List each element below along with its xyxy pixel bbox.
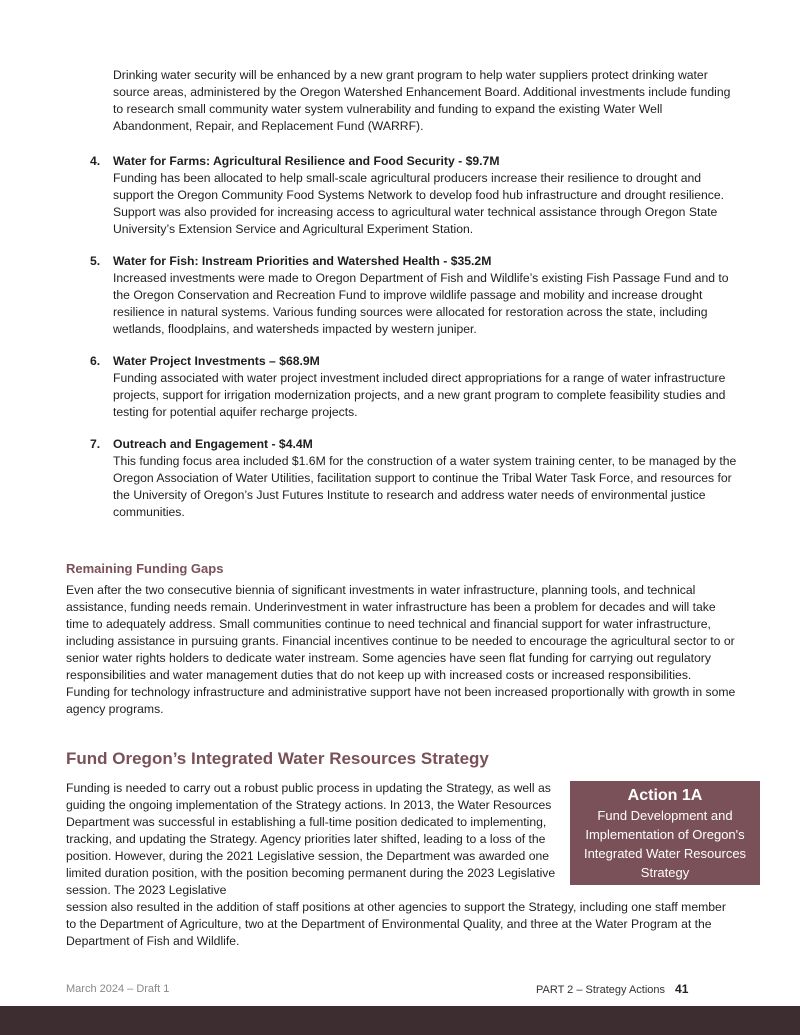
fund-strategy-body-continued: session also resulted in the addition of staff positions at other agencies to support the Strategy, including one staff member to the Department of Agriculture, two at the Department of Environmental Quality, and three at the Water Program at the Department of Fish and Wildlife. — [66, 900, 726, 948]
list-item-title: Water for Fish: Instream Priorities and Watershed Health - $35.2M — [113, 254, 492, 268]
list-item-body: Funding associated with water project investment included direct appropriations for a range of water infrastructure projects, support for irrigation modernization projects, and a new grant program to complete feasibility studies and testing for potential aquifer recharge projects. — [113, 371, 726, 419]
list-item-title: Outreach and Engagement - $4.4M — [113, 437, 313, 451]
list-item-number: 5. — [90, 254, 101, 268]
list-item — [90, 153, 740, 238]
action-callout-title: Action 1A — [627, 787, 703, 804]
list-item-number: 6. — [90, 354, 101, 368]
footer-date: March 2024 – Draft 1 — [66, 983, 170, 995]
list-item-body: Funding has been allocated to help small-scale agricultural producers increase their resilience to drought and support the Oregon Community Food Systems Network to develop food hub infrastructure and drought resilience. Support was also provided for increasing access to agricultural water technical assistance through Oregon State University’s Extension Service and Agricultural Experiment Station. — [113, 171, 725, 236]
footer-part — [536, 982, 688, 996]
fund-strategy-body-wrapped: Funding is needed to carry out a robust public process in updating the Strategy, as well as guiding the ongoing implementation of the Strategy actions. In 2013, the Water Resources Department was successful in establishing a full-time position dedicated to implementing, tracking, and updating the Strategy. Agency priorities later shifted, leading to a loss of the position. However, during the 2021 Legislative session, the Department was awarded one limited duration position, with the position becoming permanent during the 2023 Legislative session. The 2023 Legislative — [66, 781, 556, 897]
list-item — [90, 253, 740, 338]
intro-paragraph: Drinking water security will be enhanced by a new grant program to help water suppliers protect drinking water source areas, administered by the Oregon Watershed Enhancement Board. Additional investments include funding to research small community water system vulnerability and funding to expand the existing Water Well Abandonment, Repair, and Replacement Fund (WARRF). — [113, 68, 731, 133]
list-item-body: Increased investments were made to Oregon Department of Fish and Wildlife’s existing Fish Passage Fund and to the Oregon Conservation and Recreation Fund to improve wildlife passage and mobility and increase drought resilience in natural systems. Various funding sources were allocated for restoration across the state, including wetlands, floodplains, and watersheds impacted by western juniper. — [113, 271, 729, 336]
list-item-title: Water for Farms: Agricultural Resilience and Food Security - $9.7M — [113, 154, 500, 168]
remaining-funding-gaps-body: Even after the two consecutive biennia of significant investments in water infrastructure, planning tools, and technical assistance, funding needs remain. Underinvestment in water infrastructure has been a problem for decades and will take time to adequately address. Small communities continue to need technical and financial support for water infrastructure, including assistance in pursuing grants. Financial incentives continue to be needed to encourage the agricultural sector to or senior water rights holders to dedicate water instream. Some agencies have seen flat funding for carrying out regulatory responsibilities and water management duties that do not keep up with increased costs or increased responsibilities. Funding for technology infrastructure and administrative support have not been increased proportionally with growth in some agency programs. — [66, 583, 736, 716]
fund-strategy-heading: Fund Oregon’s Integrated Water Resources Strategy — [66, 749, 489, 768]
list-item-number: 7. — [90, 437, 101, 451]
list-item-title: Water Project Investments – $68.9M — [113, 354, 320, 368]
list-item — [90, 353, 740, 421]
list-item-number: 4. — [90, 154, 101, 168]
action-callout-box — [570, 781, 760, 885]
list-item-body: This funding focus area included $1.6M for the construction of a water system training center, to be managed by the Oregon Association of Water Utilities, facilitation support to continue the Tribal Water Task Force, and resources for the University of Oregon’s Just Futures Institute to research and address water needs of environmental justice communities. — [113, 454, 737, 519]
list-item — [90, 436, 740, 521]
page-number: 41 — [675, 982, 689, 996]
action-callout-subtitle: Fund Development and Implementation of Oregon's Integrated Water Resources Strategy — [583, 808, 747, 880]
footer-part-label: PART 2 – Strategy Actions — [536, 984, 666, 996]
funding-list — [90, 153, 740, 536]
footer-bar — [0, 1006, 800, 1035]
remaining-funding-gaps-heading: Remaining Funding Gaps — [66, 561, 224, 576]
